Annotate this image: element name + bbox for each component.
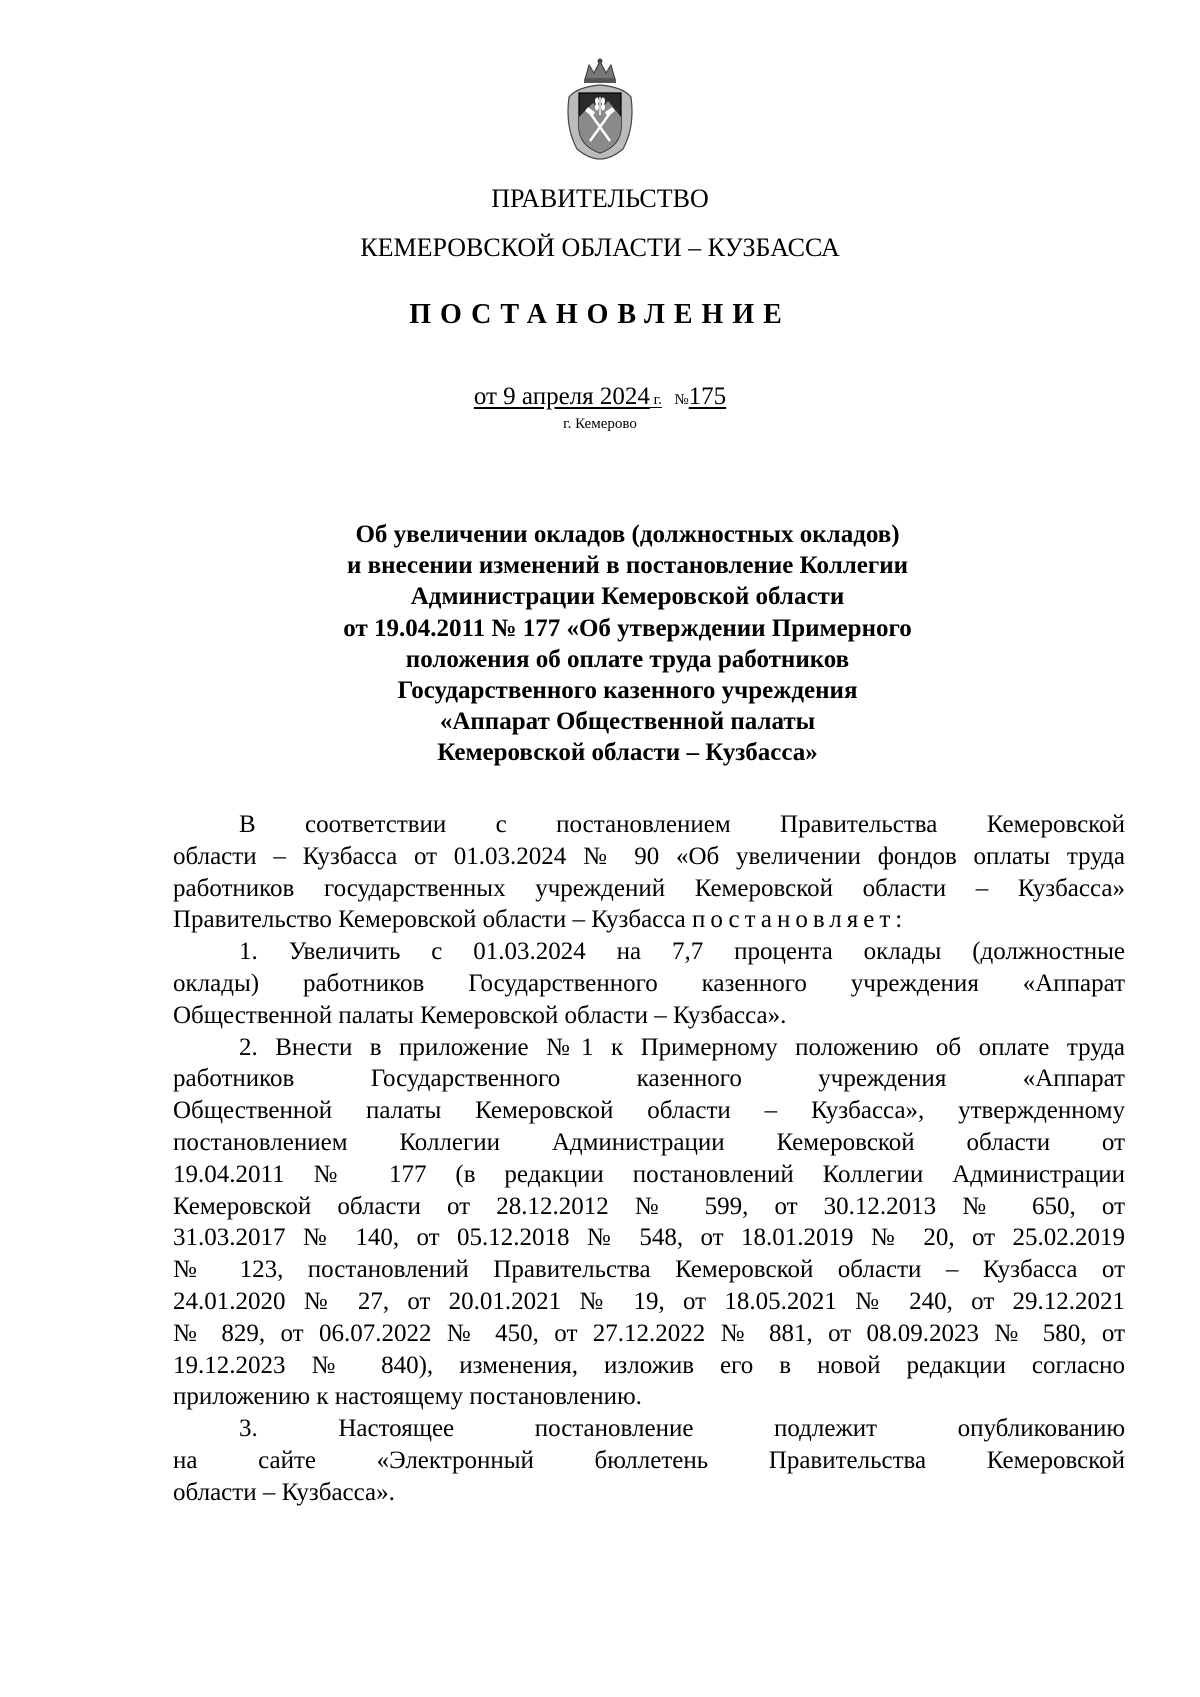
body-line: 3. Настоящее постановление подлежит опубликованию xyxy=(239,1415,1125,1443)
document-body xyxy=(173,809,1125,1509)
body-line: Общественной палаты Кемеровской области – Кузбасса», утвержденному xyxy=(173,1097,1125,1125)
issue-city: г. Кемерово xyxy=(563,416,637,432)
body-line: Кемеровской области от 28.12.2012 № 599, от 30.12.2013 № 650, от xyxy=(173,1192,1125,1220)
heading-line: Кемеровской области – Кузбасса» xyxy=(437,739,818,767)
body-line: Общественной палаты Кемеровской области – Кузбасса». xyxy=(173,1001,787,1029)
body-line: работников Государственного казенного учреждения «Аппарат xyxy=(173,1065,1125,1093)
body-line: В соответствии с постановлением Правительства Кемеровской xyxy=(239,811,1125,838)
heading-line: Об увеличении окладов (должностных окладов) xyxy=(355,521,900,548)
body-line: области – Кузбасса». xyxy=(173,1478,395,1506)
heading-line: «Аппарат Общественной палаты xyxy=(439,708,816,736)
year-suffix: г. xyxy=(649,392,662,408)
heading-line: и внесении изменений в постановление Коллегии xyxy=(346,552,909,580)
document-number: 175 xyxy=(688,383,727,410)
coat-of-arms-icon xyxy=(563,57,637,162)
document-date: от 9 апреля 2024 xyxy=(473,383,650,410)
body-line: 19.12.2023 № 840), изменения, изложив его в новой редакции согласно xyxy=(173,1351,1125,1379)
heading-line: от 19.04.2011 № 177 «Об утверждении Примерного xyxy=(343,614,912,642)
date-number-line xyxy=(0,382,1200,415)
body-line: 1. Увеличить с 01.03.2024 на 7,7 процента оклады (должностные xyxy=(239,938,1125,966)
document-type-title: ПОСТАНОВЛЕНИЕ xyxy=(409,299,791,330)
body-line: 19.04.2011 № 177 (в редакции постановлений Коллегии Администрации xyxy=(173,1160,1125,1188)
body-line: 24.01.2020 № 27, от 20.01.2021 № 19, от 18.05.2021 № 240, от 29.12.2021 xyxy=(173,1287,1125,1315)
body-line: постановлением Коллегии Администрации Кемеровской области от xyxy=(173,1128,1125,1156)
body-line: № 123, постановлений Правительства Кемеровской области – Кузбасса от xyxy=(173,1256,1125,1284)
resolves-word: постановляет: xyxy=(692,906,908,934)
body-line: 31.03.2017 № 140, от 05.12.2018 № 548, от 18.01.2019 № 20, от 25.02.2019 xyxy=(173,1224,1125,1252)
body-line: № 829, от 06.07.2022 № 450, от 27.12.2022 № 881, от 08.09.2023 № 580, от xyxy=(173,1319,1125,1347)
heading-line: Администрации Кемеровской области xyxy=(410,583,845,611)
body-text: Правительство Кемеровской области – Кузбасса xyxy=(173,906,693,934)
heading-line: положения об оплате труда работников xyxy=(405,645,850,673)
body-line: работников государственных учреждений Кемеровской области – Кузбасса» xyxy=(173,874,1125,902)
government-name-line2: КЕМЕРОВСКОЙ ОБЛАСТИ – КУЗБАССА xyxy=(360,233,840,262)
government-name-line1: ПРАВИТЕЛЬСТВО xyxy=(491,184,709,213)
body-line: приложению к настоящему постановлению. xyxy=(173,1383,642,1411)
document-heading xyxy=(300,519,955,769)
body-line: 2. Внести в приложение №1 к Примерному положению об оплате труда xyxy=(239,1033,1125,1061)
body-line: на сайте «Электронный бюллетень Правительства Кемеровской xyxy=(173,1446,1125,1474)
body-line: области – Кузбасса от 01.03.2024 № 90 «Об увеличении фондов оплаты труда xyxy=(173,842,1125,870)
body-line xyxy=(173,904,1125,936)
number-sign: № xyxy=(674,392,689,408)
body-line: оклады) работников Государственного казенного учреждения «Аппарат xyxy=(173,969,1125,997)
heading-line: Государственного казенного учреждения xyxy=(397,677,858,705)
